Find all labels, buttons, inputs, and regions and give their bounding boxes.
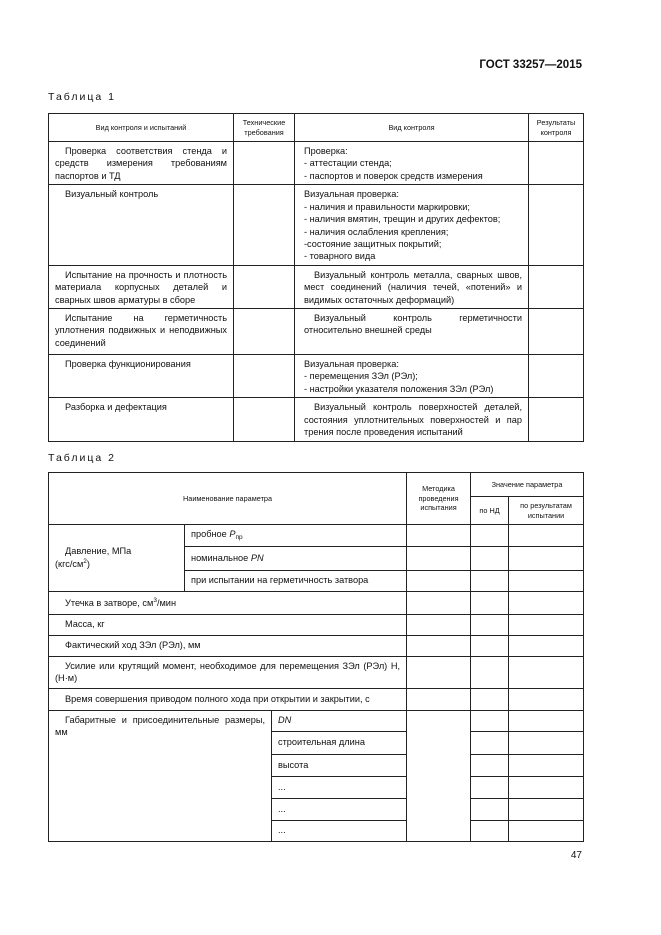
table1-control-cell [295,142,529,185]
control-line: - товарного вида [304,251,376,262]
result-cell [509,571,584,592]
table1-header-type: Вид контроля и испытаний [49,114,234,142]
nd-cell [471,821,509,842]
nd-cell [471,689,509,711]
control-line: - наличия ослабления крепления; [304,226,449,237]
page-number: 47 [570,850,582,861]
dims-item-cell: ... [272,799,407,821]
table1-tech-req-cell [234,309,295,355]
method-cell [407,525,471,547]
nd-cell [471,615,509,636]
pressure-nominal-cell: номинальное PN [185,547,407,571]
table1-results-cell [529,355,584,398]
result-cell [509,799,584,821]
nd-cell [471,799,509,821]
result-cell [509,755,584,777]
dims-item-cell: DN [272,711,407,732]
result-cell [509,636,584,657]
result-cell [509,592,584,615]
pressure-tightness-cell: при испытании на герметичность затвора [185,571,407,592]
mass-cell: Масса, кг [49,615,407,636]
result-cell [509,615,584,636]
control-line: - аттестации стенда; [304,158,392,169]
result-cell [509,732,584,755]
result-cell [509,821,584,842]
table1-type-cell: Испытание на герметичность уплотнения подвижных и неподвижных соединений [49,309,234,355]
method-cell [407,711,471,842]
nd-cell [471,525,509,547]
table2-caption: Таблица 2 [48,452,116,464]
table2-header-method: Методика проведения испытания [407,473,471,525]
document-code: ГОСТ 33257—2015 [479,59,582,71]
nd-cell [471,571,509,592]
result-cell [509,777,584,799]
table1-control-cell [295,355,529,398]
table2 [48,472,584,842]
table1-tech-req-cell [234,185,295,266]
table-row [49,185,584,266]
table-row [49,525,584,547]
nd-cell [471,755,509,777]
result-cell [509,711,584,732]
dims-item-cell: ... [272,777,407,799]
table1-caption: Таблица 1 [48,91,116,103]
result-cell [509,689,584,711]
table1-header-tech-req: Технические требования [234,114,295,142]
table1-tech-req-cell [234,265,295,308]
table1-control-cell [295,185,529,266]
nd-cell [471,592,509,615]
table1-tech-req-cell [234,398,295,441]
result-cell [509,525,584,547]
table2-header-param: Наименование параметра [49,473,407,525]
leak-cell: Утечка в затворе, $см^3$/мин [49,592,407,615]
table1-type-cell: Испытание на прочность и плотность материала корпусных деталей и сварных швов арматуры в сборе [49,265,234,308]
table1-results-cell [529,398,584,441]
table-row [49,657,584,689]
control-line: Визуальная проверка: [304,359,399,370]
method-cell [407,636,471,657]
table-row [49,398,584,441]
method-cell [407,689,471,711]
stroke-cell: Фактический ход ЗЭл (РЭл), мм [49,636,407,657]
table-row [49,615,584,636]
table1-tech-req-cell [234,355,295,398]
table1 [48,113,584,442]
pressure-label-cell [49,525,185,592]
control-line: -состояние защитных покрытий; [304,238,442,249]
dims-item-cell: ... [272,821,407,842]
dims-label-cell: Габаритные и присоединительные размеры, мм [49,711,272,842]
method-cell [407,571,471,592]
force-cell: Усилие или крутящий момент, необходимое для перемещения ЗЭл (РЭл) Н, (Н·м) [49,657,407,689]
table1-type-cell: Визуальный контроль [49,185,234,266]
time-cell: Время совершения приводом полного хода при открытии и закрытии, с [49,689,407,711]
table-row [49,636,584,657]
table1-results-cell [529,309,584,355]
table-row [49,309,584,355]
control-line: - настройки указателя положения ЗЭл (РЭл) [304,383,494,394]
method-cell [407,615,471,636]
nd-cell [471,547,509,571]
dims-item-cell: строительная длина [272,732,407,755]
table1-results-cell [529,185,584,266]
table2-header-by-results: по результатам испытании [509,497,584,525]
table1-type-cell: Разборка и дефектация [49,398,234,441]
table1-control-cell [295,398,529,441]
result-cell [509,547,584,571]
table1-tech-req-cell [234,142,295,185]
method-cell [407,547,471,571]
control-line: Визуальный контроль металла, сварных швов, мест соединений (наличия течей, «потений» и видимых остаточных деформаций) [304,269,522,305]
control-line: Визуальная проверка: [304,189,399,200]
nd-cell [471,732,509,755]
table1-results-cell [529,265,584,308]
control-line: Визуальный контроль поверхностей деталей, состояния уплотнительных поверхностей и пар трения после проведения испытаний [304,402,522,438]
table-row [49,689,584,711]
control-line: - наличия вмятин, трещин и других дефектов; [304,214,501,225]
control-line: - паспортов и поверок средств измерения [304,170,483,181]
nd-cell [471,777,509,799]
table-row [49,265,584,308]
pressure-unit: $(кгс/см^2)$ [55,557,90,569]
nd-cell [471,636,509,657]
table1-header-control: Вид контроля [295,114,529,142]
table-row [49,711,584,732]
nd-cell [471,657,509,689]
table1-control-cell [295,265,529,308]
table1-results-cell [529,142,584,185]
table1-type-cell: Проверка функционирования [49,355,234,398]
dims-item-cell: высота [272,755,407,777]
table1-control-cell [295,309,529,355]
control-line: - перемещения ЗЭл (РЭл); [304,371,418,382]
table-row [49,592,584,615]
table-row [49,142,584,185]
control-line: - наличия и правильности маркировки; [304,201,470,212]
pressure-trial-cell: пробное $P_{пр}$ [185,525,407,547]
control-line: Визуальный контроль герметичности относительно внешней среды [304,313,522,336]
table2-header-by-nd: по НД [471,497,509,525]
nd-cell [471,711,509,732]
table-row [49,355,584,398]
result-cell [509,657,584,689]
method-cell [407,592,471,615]
table2-header-value: Значение параметра [471,473,584,497]
pressure-label: Давление, МПа [65,545,132,556]
control-line: Проверка: [304,146,348,156]
table1-type-cell: Проверка соответствия стенда и средств измерения требованиям паспортов и ТД [49,142,234,185]
method-cell [407,657,471,689]
table1-header-results: Результаты контроля [529,114,584,142]
